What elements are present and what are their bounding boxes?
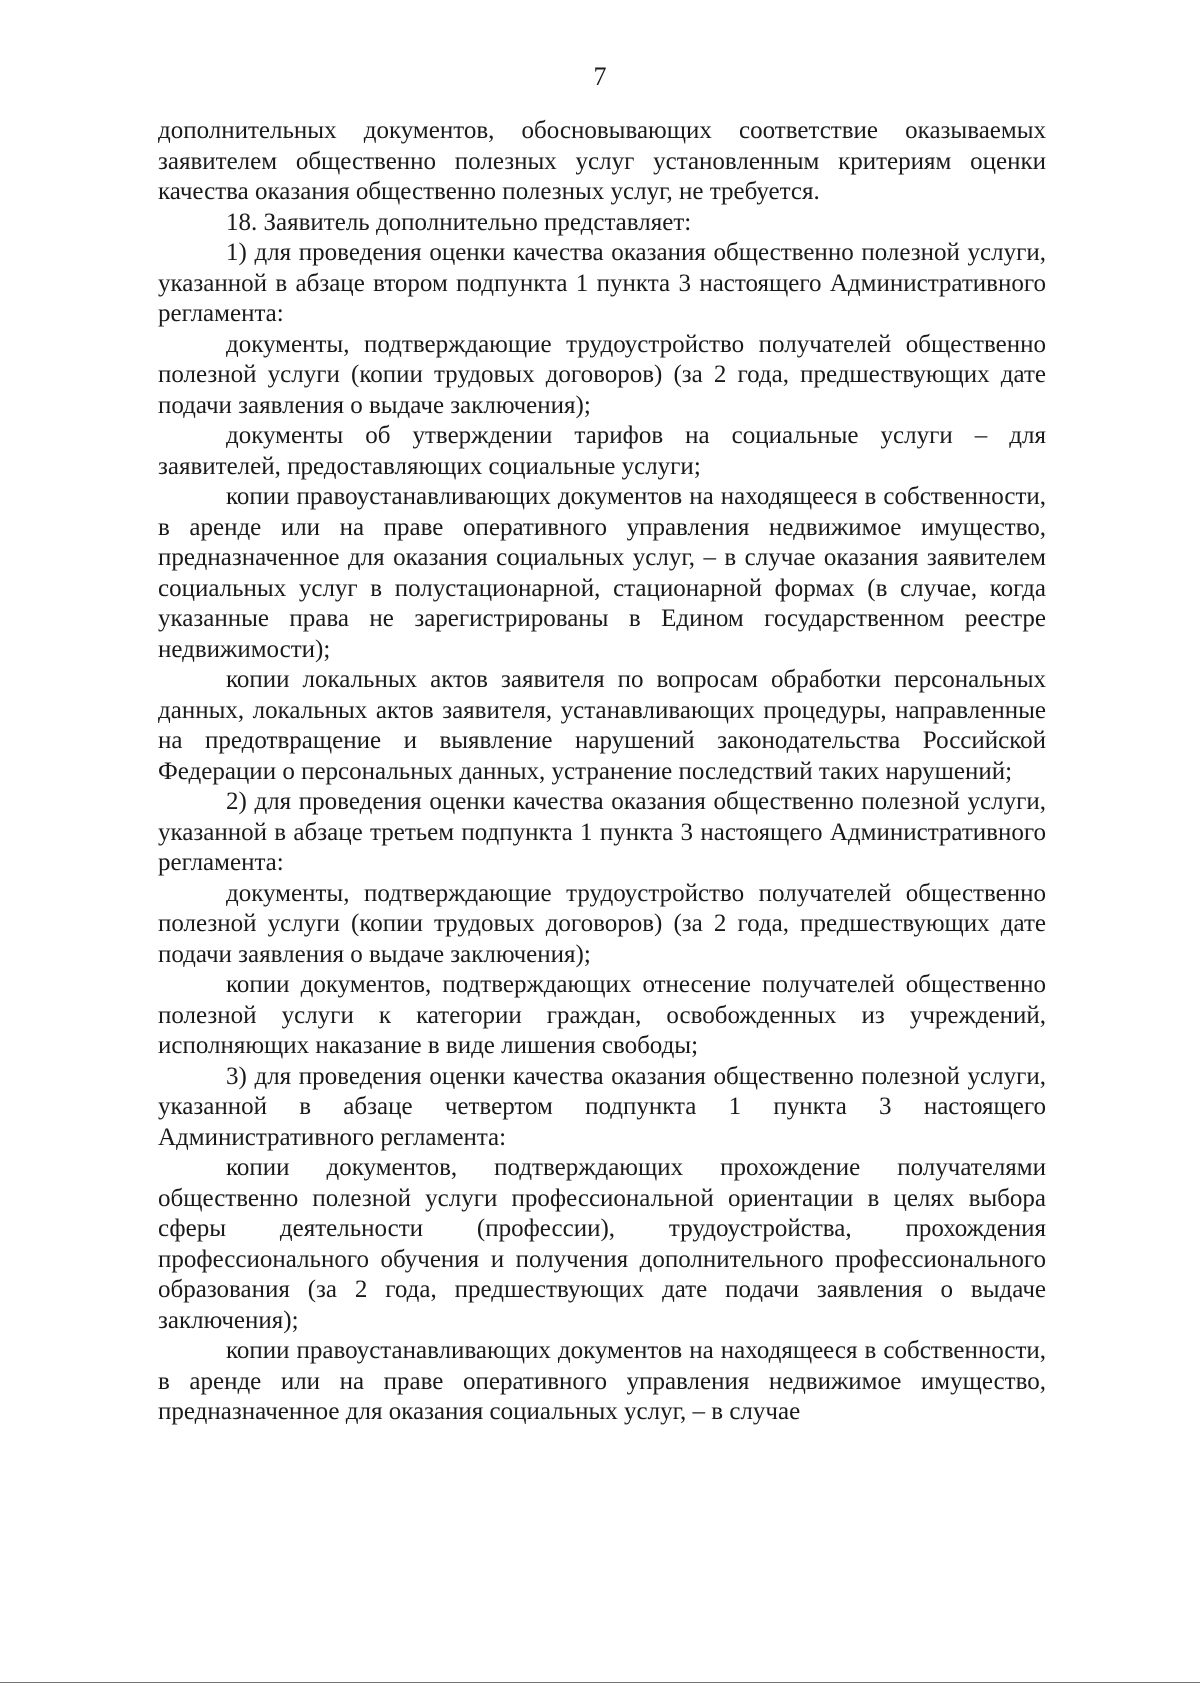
paragraph: копии документов, подтверждающих прохождение получателями общественно полезной услуги профессиональной ориентации в целях выбора сферы деятельности (профессии), трудоустройства, прохождения профессионального обучения и получения дополнительного профессионального образования (за 2 года, предшествующих дате подачи заявления о выдаче заключения);: [158, 1154, 1046, 1334]
bottom-scan-line: [0, 1682, 1200, 1683]
paragraph: документы, подтверждающие трудоустройство получателей общественно полезной услуги (копии трудовых договоров) (за 2 года, предшествующих дате подачи заявления о выдаче заключения);: [158, 330, 1046, 419]
paragraph: 3) для проведения оценки качества оказания общественно полезной услуги, указанной в абзаце четвертом подпункта 1 пункта 3 настоящего Административного регламента:: [158, 1062, 1046, 1151]
paragraph: документы, подтверждающие трудоустройство получателей общественно полезной услуги (копии трудовых договоров) (за 2 года, предшествующих дате подачи заявления о выдаче заключения);: [158, 879, 1046, 968]
paragraph: копии локальных актов заявителя по вопросам обработки персональных данных, локальных актов заявителя, устанавливающих процедуры, направленные на предотвращение и выявление нарушений законодательства Российской Федерации о персональных данных, устранение последствий таких нарушений;: [158, 666, 1046, 785]
paragraph: 18. Заявитель дополнительно представляет:: [226, 208, 692, 236]
document-body: [158, 116, 1046, 1428]
paragraph: дополнительных документов, обосновывающих соответствие оказываемых заявителем общественно полезных услуг установленным критериям оценки качества оказания общественно полезных услуг, не требуется.: [158, 117, 1046, 205]
paragraph: документы об утверждении тарифов на социальные услуги – для заявителей, предоставляющих социальные услуги;: [158, 422, 1046, 480]
paragraph: копии документов, подтверждающих отнесение получателей общественно полезной услуги к категории граждан, освобожденных из учреждений, исполняющих наказание в виде лишения свободы;: [158, 971, 1046, 1059]
page-number: 7: [593, 62, 607, 91]
paragraph: копии правоустанавливающих документов на находящееся в собственности, в аренде или на праве оперативного управления недвижимое имущество, предназначенное для оказания социальных услуг, – в случае оказания заявителем социальных услуг в полустационарной, стационарной формах (в случае, когда указанные права не зарегистрированы в Едином государственном реестре недвижимости);: [158, 483, 1046, 663]
paragraph: копии правоустанавливающих документов на находящееся в собственности, в аренде или на праве оперативного управления недвижимое имущество, предназначенное для оказания социальных услуг, – в случае: [158, 1337, 1046, 1425]
paragraph: 2) для проведения оценки качества оказания общественно полезной услуги, указанной в абзаце третьем подпункта 1 пункта 3 настоящего Административного регламента:: [158, 788, 1046, 876]
paragraph: 1) для проведения оценки качества оказания общественно полезной услуги, указанной в абзаце втором подпункта 1 пункта 3 настоящего Административного регламента:: [158, 239, 1046, 327]
